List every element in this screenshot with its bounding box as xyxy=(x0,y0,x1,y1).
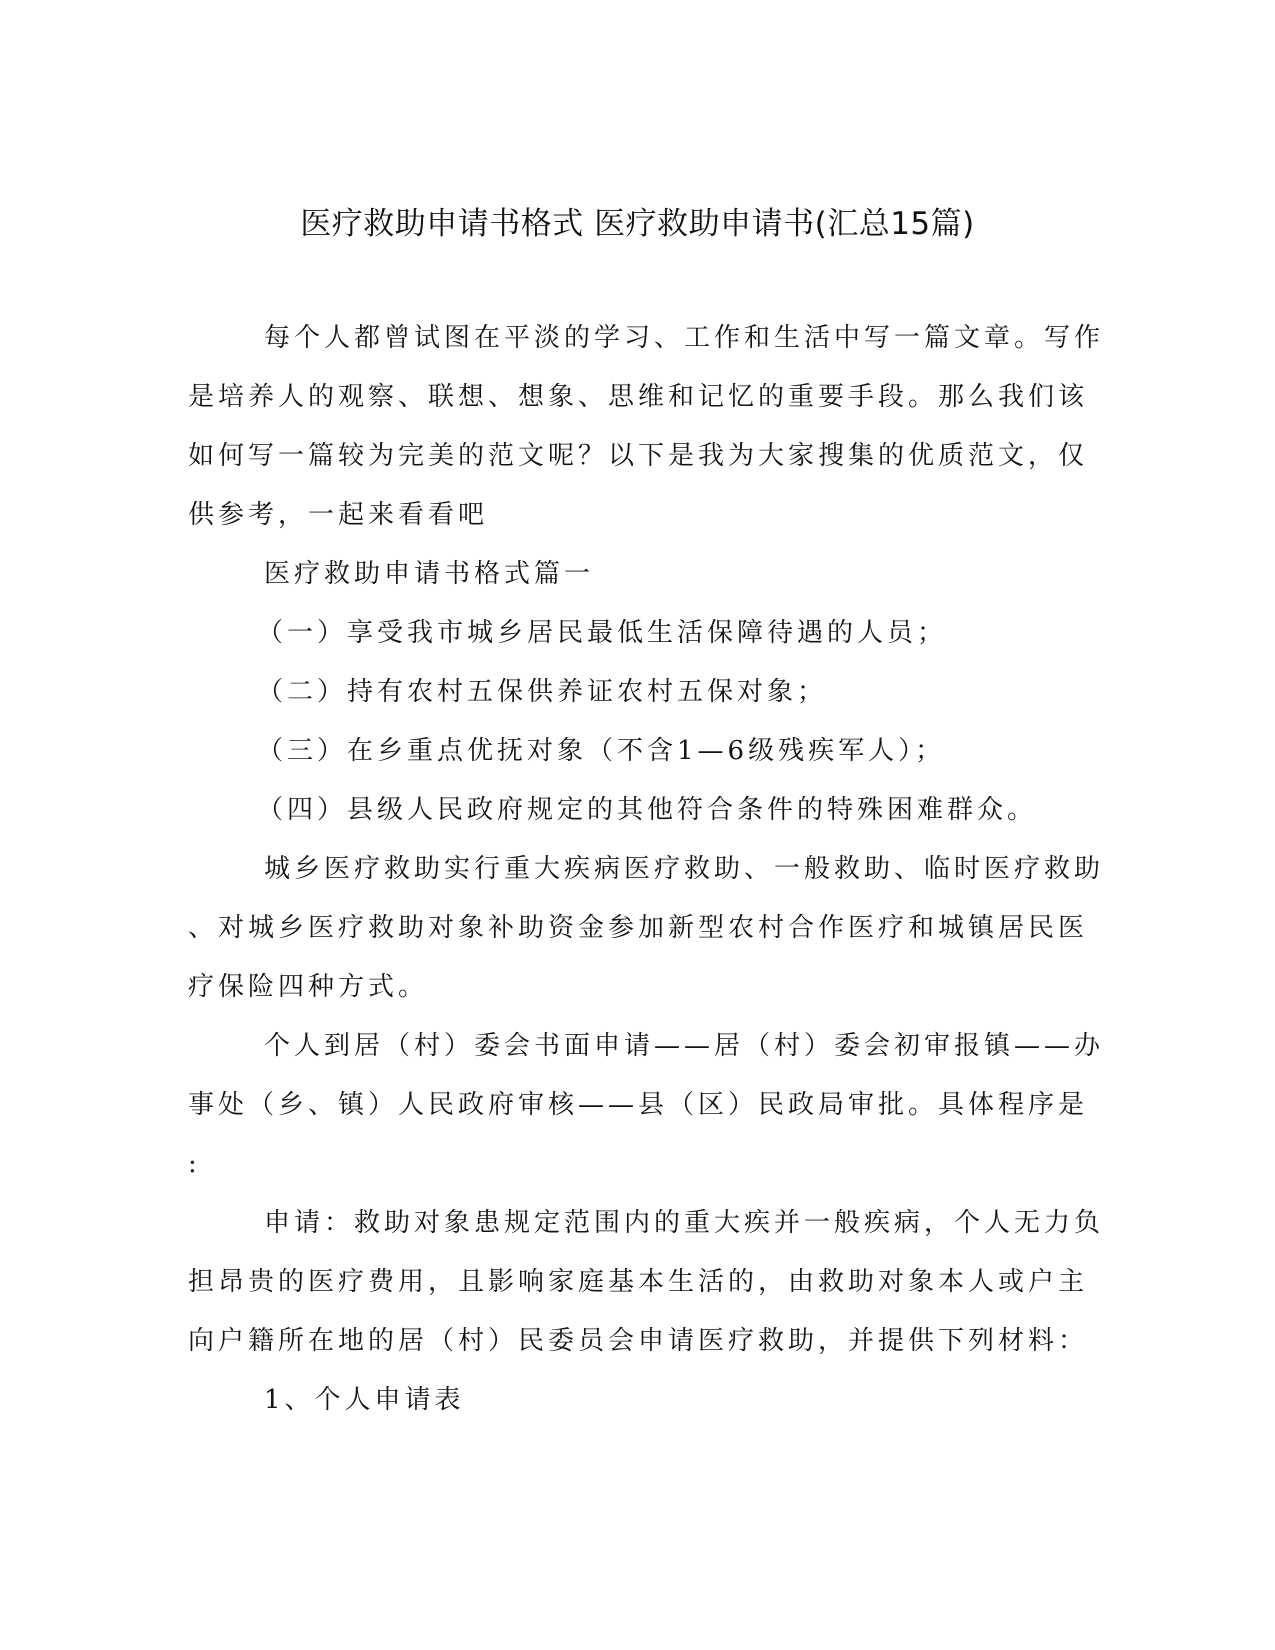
intro-paragraph xyxy=(188,309,1105,545)
methods-line: 疗保险四种方式。 xyxy=(188,972,429,1002)
materials-item: 1、个人申请表 xyxy=(264,1385,465,1415)
procedure-paragraph xyxy=(188,1017,1105,1194)
eligibility-item: （一）享受我市城乡居民最低生活保障待遇的人员； xyxy=(257,618,948,648)
eligibility-item: （二）持有农村五保供养证农村五保对象； xyxy=(257,677,828,707)
document-title: 医疗救助申请书格式 医疗救助申请书(汇总15篇) xyxy=(300,206,975,242)
section-heading: 医疗救助申请书格式篇一 xyxy=(264,559,595,589)
application-paragraph xyxy=(188,1194,1105,1371)
procedure-line: 个人到居（村）委会书面申请——居（村）委会初审报镇——办 xyxy=(264,1031,1105,1061)
application-line: 担昂贵的医疗费用，且影响家庭基本生活的，由救助对象本人或户主 xyxy=(188,1267,1089,1297)
application-line: 申请：救助对象患规定范围内的重大疾并一般疾病，个人无力负 xyxy=(264,1208,1105,1238)
intro-line: 每个人都曾试图在平淡的学习、工作和生活中写一篇文章。写作 xyxy=(264,323,1105,353)
eligibility-item: （三）在乡重点优抚对象（不含1—6级残疾军人）； xyxy=(257,736,946,766)
intro-line: 如何写一篇较为完美的范文呢？以下是我为大家搜集的优质范文，仅 xyxy=(188,441,1089,471)
methods-line: 城乡医疗救助实行重大疾病医疗救助、一般救助、临时医疗救助 xyxy=(264,854,1105,884)
methods-paragraph xyxy=(188,840,1105,1017)
procedure-line: 事处（乡、镇）人民政府审核——县（区）民政局审批。具体程序是 xyxy=(188,1090,1089,1120)
methods-line: 、对城乡医疗救助对象补助资金参加新型农村合作医疗和城镇居民医 xyxy=(188,913,1089,943)
intro-line: 是培养人的观察、联想、想象、思维和记忆的重要手段。那么我们该 xyxy=(188,382,1089,412)
application-line: 向户籍所在地的居（村）民委员会申请医疗救助，并提供下列材料： xyxy=(188,1326,1089,1356)
procedure-line: : xyxy=(188,1149,201,1179)
document-body xyxy=(188,309,1105,1430)
eligibility-item: （四）县级人民政府规定的其他符合条件的特殊困难群众。 xyxy=(257,795,1038,825)
intro-line: 供参考，一起来看看吧 xyxy=(188,500,489,530)
